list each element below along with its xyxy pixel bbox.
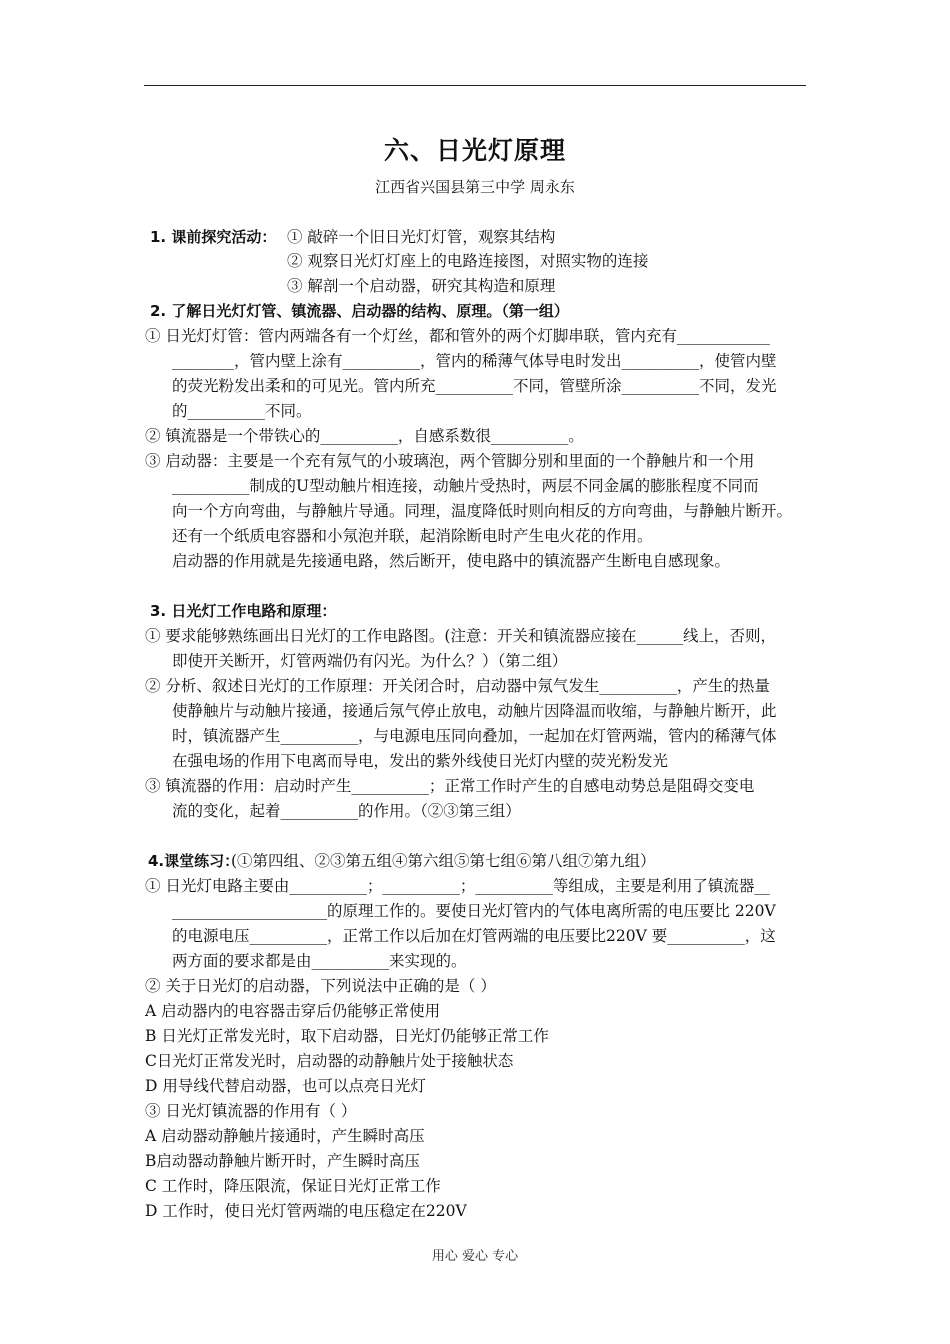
- text-line: 还有一个纸质电容器和小氖泡并联，起消除断电时产生电火花的作用。: [172, 527, 653, 545]
- text-line: D 工作时，使日光灯管两端的电压稳定在220V: [145, 1202, 467, 1220]
- text-line: ③ 启动器：主要是一个充有氖气的小玻璃泡，两个管脚分别和里面的一个静触片和一个用: [145, 452, 755, 470]
- text-line: A 启动器动静触片接通时，产生瞬时高压: [145, 1127, 425, 1145]
- text-line: 2. 了解日光灯灯管、镇流器、启动器的结构、原理。（第一组）: [150, 302, 569, 320]
- page-footer: 用心 爱心 专心: [431, 1249, 519, 1264]
- text-line: C日光灯正常发光时，启动器的动静触片处于接触状态: [145, 1052, 514, 1070]
- author-line: 江西省兴国县第三中学 周永东: [375, 178, 575, 196]
- text-line: 即使开关断开，灯管两端仍有闪光。为什么？）（第二组）: [172, 652, 568, 670]
- text-line: 两方面的要求都是由__________来实现的。: [172, 952, 467, 970]
- text-line: 的电源电压__________，正常工作以后加在灯管两端的电压要比220V 要__________，这: [172, 927, 776, 945]
- text-line: ① 日光灯灯管：管内两端各有一个灯丝，都和管外的两个灯脚串联，管内充有____________: [145, 327, 770, 345]
- text-line: B启动器动静触片断开时，产生瞬时高压: [145, 1152, 420, 1170]
- text-line: 4.课堂练习：: [148, 852, 240, 870]
- text-line: 时，镇流器产生__________，与电源电压同向叠加，一起加在灯管两端，管内的稀薄气体: [172, 727, 777, 745]
- text-line: B 日光灯正常发光时，取下启动器，日光灯仍能够正常工作: [145, 1027, 549, 1045]
- text-line: ① 要求能够熟练画出日光灯的工作电路图。(注意：开关和镇流器应接在______线上，否则，: [145, 627, 776, 645]
- text-line: 向一个方向弯曲，与静触片导通。同理，温度降低时则向相反的方向弯曲，与静触片断开。: [172, 502, 793, 520]
- text-line: 在强电场的作用下电离而导电，发出的紫外线使日光灯内壁的荧光粉发光: [172, 752, 669, 770]
- text-line: ③ 日光灯镇流器的作用有（ ）: [145, 1102, 357, 1120]
- text-line: D 用导线代替启动器，也可以点亮日光灯: [145, 1077, 426, 1095]
- text-line: 的荧光粉发出柔和的可见光。管内所充__________不同，管壁所涂__________不同，发光: [172, 377, 777, 395]
- text-line: ② 镇流器是一个带铁心的__________，自感系数很__________。: [145, 427, 584, 445]
- text-line: ____________________的原理工作的。要使日光灯管内的气体电离所需的电压要比 220V: [172, 902, 776, 920]
- text-line: 使静触片与动触片接通，接通后氖气停止放电，动触片因降温而收缩，与静触片断开，此: [172, 702, 777, 720]
- page-title: 六、日光灯原理: [383, 136, 566, 165]
- text-line: ② 分析、叙述日光灯的工作原理：开关闭合时，启动器中氖气发生__________，产生的热量: [145, 677, 770, 695]
- header-rule: [144, 85, 806, 86]
- text-line: ③ 镇流器的作用：启动时产生__________；正常工作时产生的自感电动势总是阻碍交变电: [145, 777, 755, 795]
- text-line: (①第四组、②③第五组④第六组⑤第七组⑥第八组⑦第九组）: [231, 852, 656, 870]
- text-line: C 工作时，降压限流，保证日光灯正常工作: [145, 1177, 441, 1195]
- text-line: ① 敲碎一个旧日光灯灯管，观察其结构: [287, 228, 556, 246]
- text-line: ② 关于日光灯的启动器，下列说法中正确的是（ ）: [145, 977, 496, 995]
- text-line: __________制成的U型动触片相连接，动触片受热时，两层不同金属的膨胀程度不同而: [172, 477, 759, 495]
- text-line: 启动器的作用就是先接通电路，然后断开，使电路中的镇流器产生断电自感现象。: [172, 552, 731, 570]
- text-line: ① 日光灯电路主要由__________；__________；__________等组成，主要是利用了镇流器__: [145, 877, 770, 895]
- text-line: ③ 解剖一个启动器，研究其构造和原理: [287, 277, 556, 295]
- text-line: ________，管内壁上涂有__________，管内的稀薄气体导电时发出__________，使管内壁: [172, 352, 777, 370]
- text-line: 1. 课前探究活动：: [150, 228, 277, 246]
- text-line: 流的变化，起着__________的作用。（②③第三组）: [172, 802, 521, 820]
- text-line: 的__________不同。: [172, 402, 312, 420]
- text-line: A 启动器内的电容器击穿后仍能够正常使用: [145, 1002, 441, 1020]
- text-line: ② 观察日光灯灯座上的电路连接图，对照实物的连接: [287, 252, 649, 270]
- text-line: 3. 日光灯工作电路和原理：: [150, 602, 337, 620]
